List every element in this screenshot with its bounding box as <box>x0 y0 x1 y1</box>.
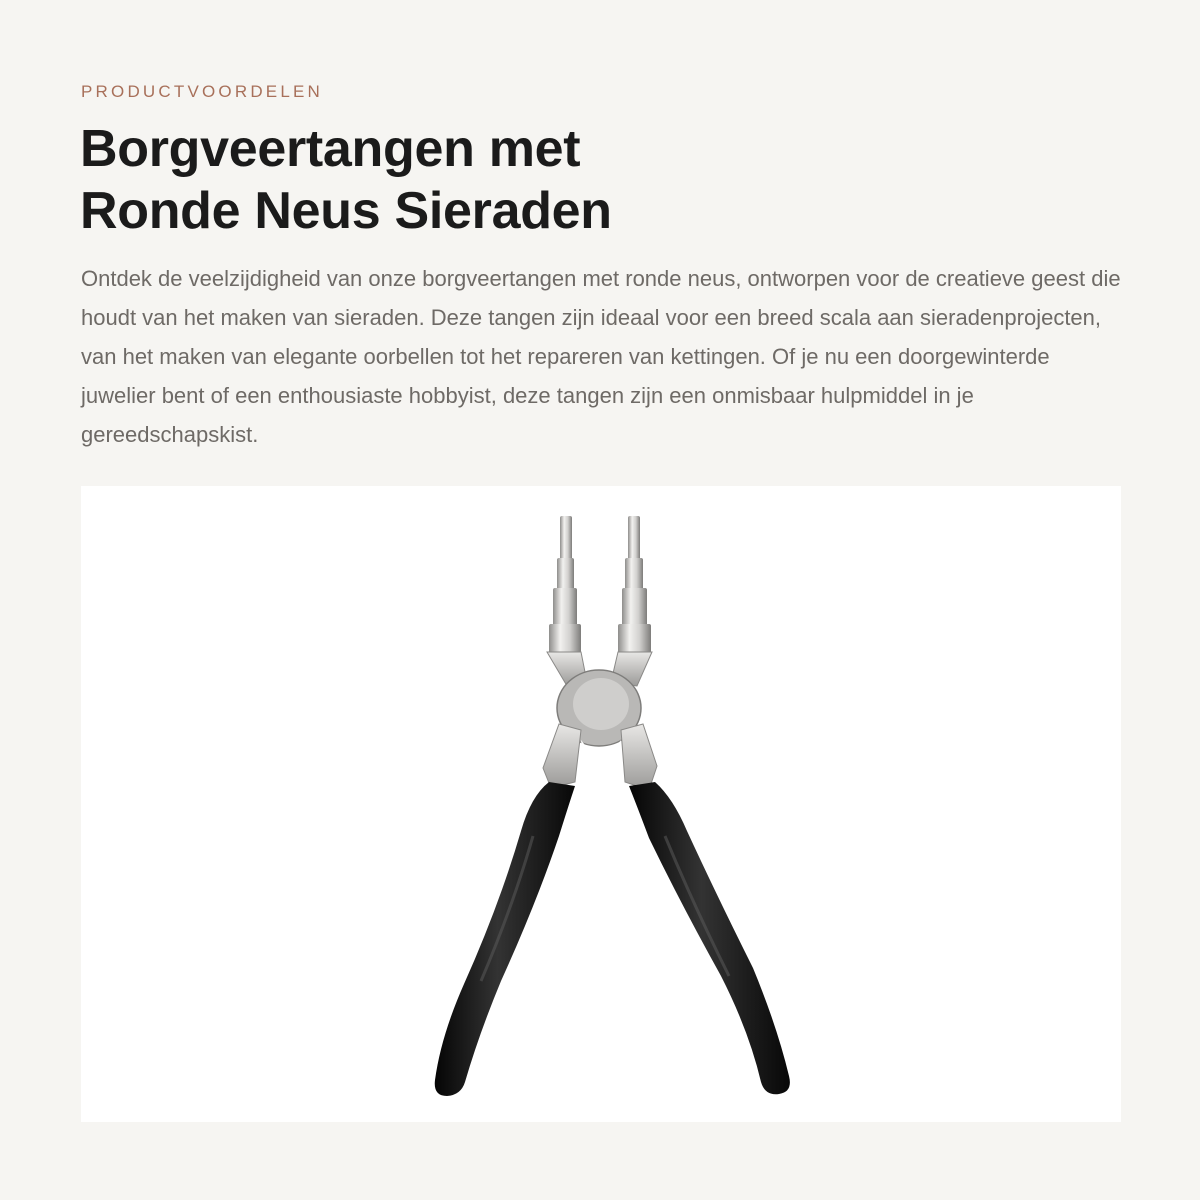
section-title <box>80 118 612 242</box>
section-title-line-2: Ronde Neus Sieraden <box>80 182 612 240</box>
right-jaw <box>618 516 651 654</box>
pliers-handles <box>435 782 790 1096</box>
product-image <box>81 486 1121 1122</box>
section-description: Ontdek de veelzijdigheid van onze borgveertangen met ronde neus, ontworpen voor de creatieve geest die houdt van het maken van sieraden. Deze tangen zijn ideaal voor een breed scala aan sieradenprojecten, van het maken van elegante oorbellen tot het repareren van kettingen. Of je nu een doorgewinterde juwelier bent of een enthousiaste hobbyist, deze tangen zijn een onmisbaar hulpmiddel in je gereedschapskist. <box>81 266 1121 447</box>
pliers-joint <box>543 652 657 790</box>
section-title-line-1: Borgveertangen met <box>80 120 581 178</box>
pliers-icon <box>81 486 1121 1122</box>
left-jaw <box>549 516 581 654</box>
section-eyebrow: PRODUCTVOORDELEN <box>81 82 324 101</box>
